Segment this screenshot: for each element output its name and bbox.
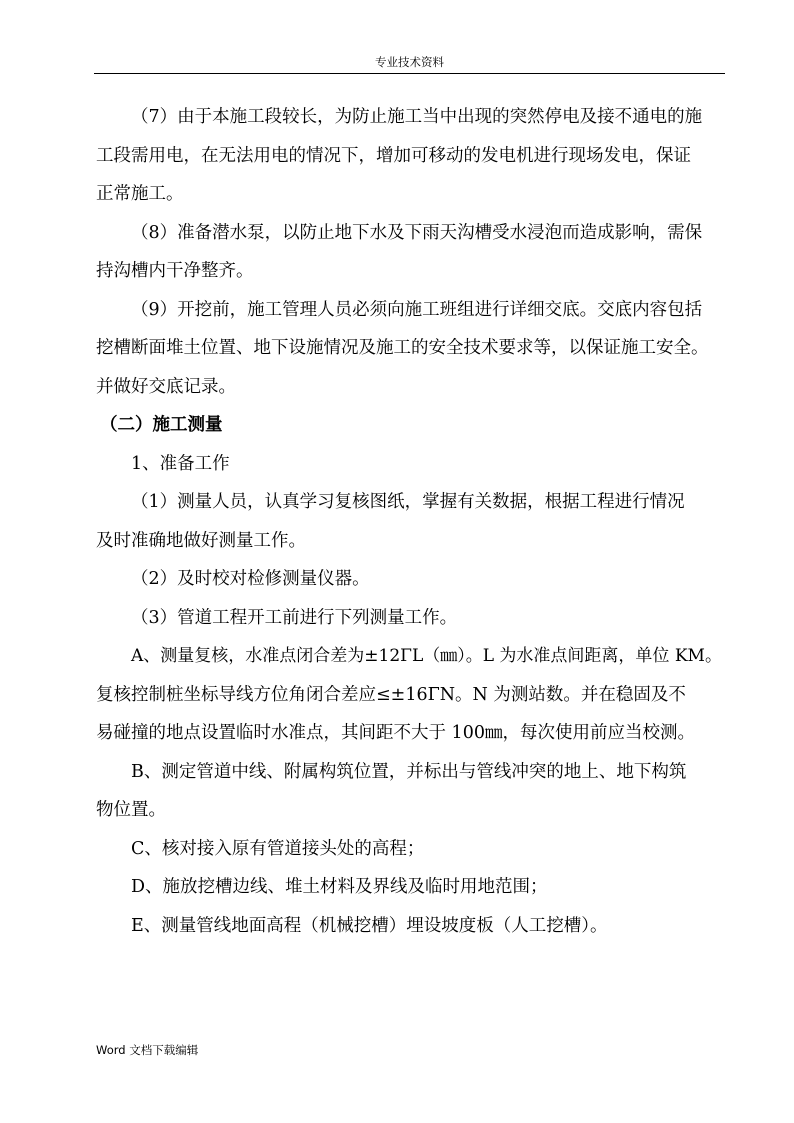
item-2: （2）及时校对检修测量仪器。 <box>131 569 370 589</box>
document-body <box>96 100 726 947</box>
text-line: （9）开挖前，施工管理人员必须向施工班组进行详细交底。交底内容包括 <box>131 299 703 320</box>
text-line: B、测定管道中线、附属构筑位置，并标出与管线冲突的地上、地下构筑 <box>131 761 687 782</box>
text-line: （8）准备潜水泵，以防止地下水及下雨天沟槽受水浸泡而造成影响，需保 <box>131 222 703 243</box>
text-line: 及时准确地做好测量工作。 <box>96 530 306 551</box>
item-1 <box>96 485 726 558</box>
header-rule <box>94 73 725 74</box>
sub-heading: 1、准备工作 <box>131 453 230 474</box>
item-c: C、核对接入原有管道接头处的高程； <box>131 838 425 859</box>
page-footer: Word 文档下载编辑 <box>96 1043 199 1057</box>
text-line: 物位置。 <box>96 800 166 820</box>
paragraph-8 <box>96 216 726 289</box>
text-line: A、测量复核，水准点闭合差为±12ΓL（㎜）。L 为水准点间距离，单位 KM。 <box>131 646 722 666</box>
item-d: D、施放挖槽边线、堆土材料及界线及临时用地范围； <box>131 877 548 897</box>
item-e: E、测量管线地面高程（机械挖槽）埋设坡度板（人工挖槽）。 <box>131 915 608 936</box>
paragraph-9 <box>96 293 726 405</box>
text-line: （1）测量人员，认真学习复核图纸，掌握有关数据，根据工程进行情况 <box>131 492 685 512</box>
paragraph-7 <box>96 100 726 212</box>
text-line: 工段需用电，在无法用电的情况下，增加可移动的发电机进行现场发电，保证 <box>96 145 691 166</box>
text-line: 并做好交底记录。 <box>96 376 236 397</box>
item-3: （3）管道工程开工前进行下列测量工作。 <box>131 607 458 628</box>
page-header: 专业技术资料 <box>375 55 444 69</box>
text-line: 易碰撞的地点设置临时水准点，其间距不大于 100㎜，每次使用前应当校测。 <box>96 723 695 743</box>
text-line: 持沟槽内干净整齐。 <box>96 261 254 281</box>
text-line: 复核控制桩坐标导线方位角闭合差应≤±16ΓN。N 为测站数。并在稳固及不 <box>96 684 686 705</box>
text-line: 挖槽断面堆土位置、地下设施情况及施工的安全技术要求等，以保证施工安全。 <box>96 338 709 358</box>
section-heading: （二）施工测量 <box>100 415 223 435</box>
text-line: 正常施工。 <box>96 184 184 204</box>
item-a <box>96 639 726 751</box>
item-b <box>96 755 726 828</box>
text-line: （7）由于本施工段较长，为防止施工当中出现的突然停电及接不通电的施 <box>131 107 703 127</box>
